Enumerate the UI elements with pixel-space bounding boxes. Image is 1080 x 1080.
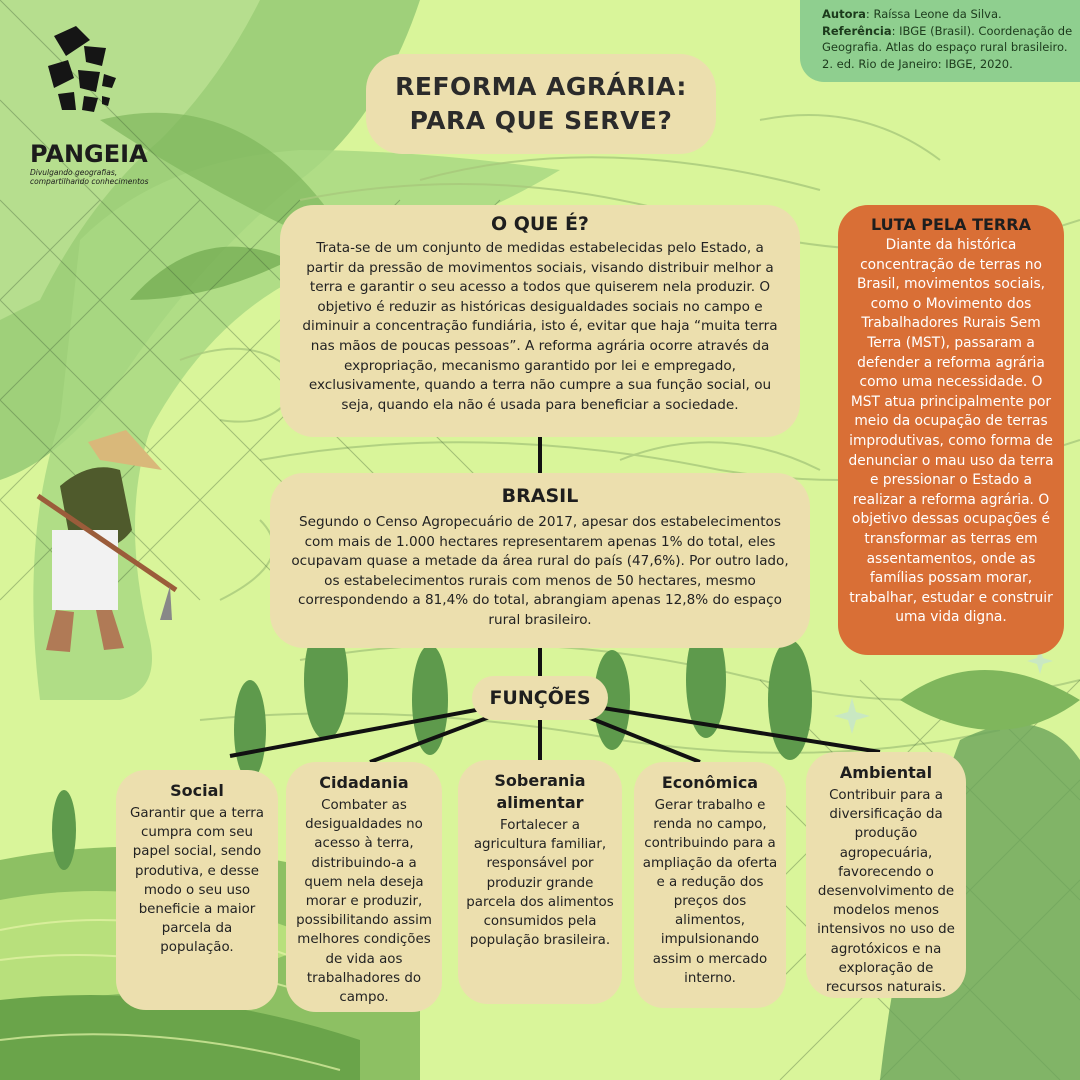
pangeia-logo — [28, 26, 158, 186]
brasil-text: Segundo o Censo Agropecuário de 2017, apesar dos estabelecimentos com mais de 1.000 hectares representarem apenas 1% do total, eles ocupavam quase a metade da área rural do país (47,6%). Por outro lado, os estabelecimentos rurais com menos de 50 hectares, mesmo correspondendo a 81,4% do total, abrangiam apenas 12,8% do espaço rural brasileiro. — [291, 514, 789, 628]
brasil-title: BRASIL — [501, 485, 579, 507]
reference-text: : IBGE (Brasil). Coordenação de Geografia. Atlas do espaço rural brasileiro. 2. ed. Rio de Janeiro: IBGE, 2020. — [822, 23, 1073, 71]
luta-text: Diante da histórica concentração de terras no Brasil, movimentos sociais, como o Movimento dos Trabalhadores Rurais Sem Terra (MST), passaram a defender a reforma agrária como uma necessidade. O MST atua principalmente por meio da ocupação de terras improdutivas, como forma de denunciar o mau uso da terra e pressionar o Estado a realizar a reforma agrária. O objetivo dessas ocupações é transformar as terras em assentamentos, onde as famílias possam morar, trabalhar, estudar e construir uma vida digna. — [848, 237, 1054, 626]
funcao-economica-card — [634, 762, 786, 1008]
pangeia-logo-icon — [44, 26, 124, 136]
funcao-title: Social — [170, 781, 224, 800]
funcao-social-card — [116, 770, 278, 1010]
funcao-ambiental-card — [806, 752, 966, 998]
title-line2: PARA QUE SERVE? — [409, 106, 673, 135]
funcao-cidadania-card — [286, 762, 442, 1012]
oque-card — [280, 205, 800, 437]
logo-tagline-line2: compartilhando conhecimentos — [30, 177, 149, 186]
funcoes-title: FUNÇÕES — [489, 687, 591, 709]
funcao-text: Garantir que a terra cumpra com seu papel social, sendo produtiva, e desse modo o seu uso beneficie a maior parcela da população. — [130, 806, 264, 956]
funcao-soberania-card — [458, 760, 622, 1004]
funcao-title: Ambiental — [839, 763, 933, 782]
funcao-text: Fortalecer a agricultura familiar, responsável por produzir grande parcela dos alimentos consumidos pela população brasileira. — [466, 818, 614, 949]
author-text: : Raíssa Leone da Silva. — [865, 7, 1002, 21]
title-card — [366, 54, 716, 154]
funcao-text: Contribuir para a diversificação da produção agropecuária, favorecendo o desenvolvimento de modelos menos intensivos no uso de agrotóxicos e na exploração de recursos naturais. — [817, 788, 955, 996]
reference-box — [800, 0, 1080, 82]
luta-card — [838, 205, 1064, 655]
funcao-text: Combater as desigualdades no acesso à terra, distribuindo-a a quem nela deseja morar e produzir, possibilitando assim melhores condições de vida aos trabalhadores do campo. — [296, 798, 432, 1006]
funcao-title: Soberania alimentar — [494, 771, 586, 812]
oque-text: Trata-se de um conjunto de medidas estabelecidas pelo Estado, a partir da pressão de movimentos sociais, visando distribuir melhor a terra e garantir o seu acesso a todos que quiserem nela produzir. O objetivo é reduzir as históricas desigualdades sociais no campo e diminuir a concentração fundiária, isto é, evitar que haja “muita terra nas mãos de poucas pessoas”. A reforma agrária ocorre através da expropriação, mecanismo garantido por lei e empregado, exclusivamente, quando a terra não cumpre a sua função social, ou seja, quando ela não é usada para beneficiar a sociedade. — [302, 240, 778, 413]
oque-title: O QUE É? — [491, 213, 589, 235]
brasil-card — [270, 473, 810, 648]
luta-title: LUTA PELA TERRA — [871, 215, 1031, 234]
logo-tagline-line1: Divulgando geografias, — [30, 168, 118, 177]
reference-label: Referência — [822, 23, 892, 38]
funcao-title: Econômica — [661, 773, 759, 792]
funcao-title: Cidadania — [319, 773, 409, 792]
author-label: Autora — [822, 7, 866, 21]
logo-brand: PANGEIA — [30, 140, 148, 168]
funcoes-card — [472, 676, 608, 720]
title-line1: REFORMA AGRÁRIA: — [395, 72, 687, 101]
logo-tagline — [30, 168, 149, 186]
funcao-text: Gerar trabalho e renda no campo, contribuindo para a ampliação da oferta e a redução dos preços dos alimentos, impulsionando assim o mercado interno. — [642, 798, 778, 986]
